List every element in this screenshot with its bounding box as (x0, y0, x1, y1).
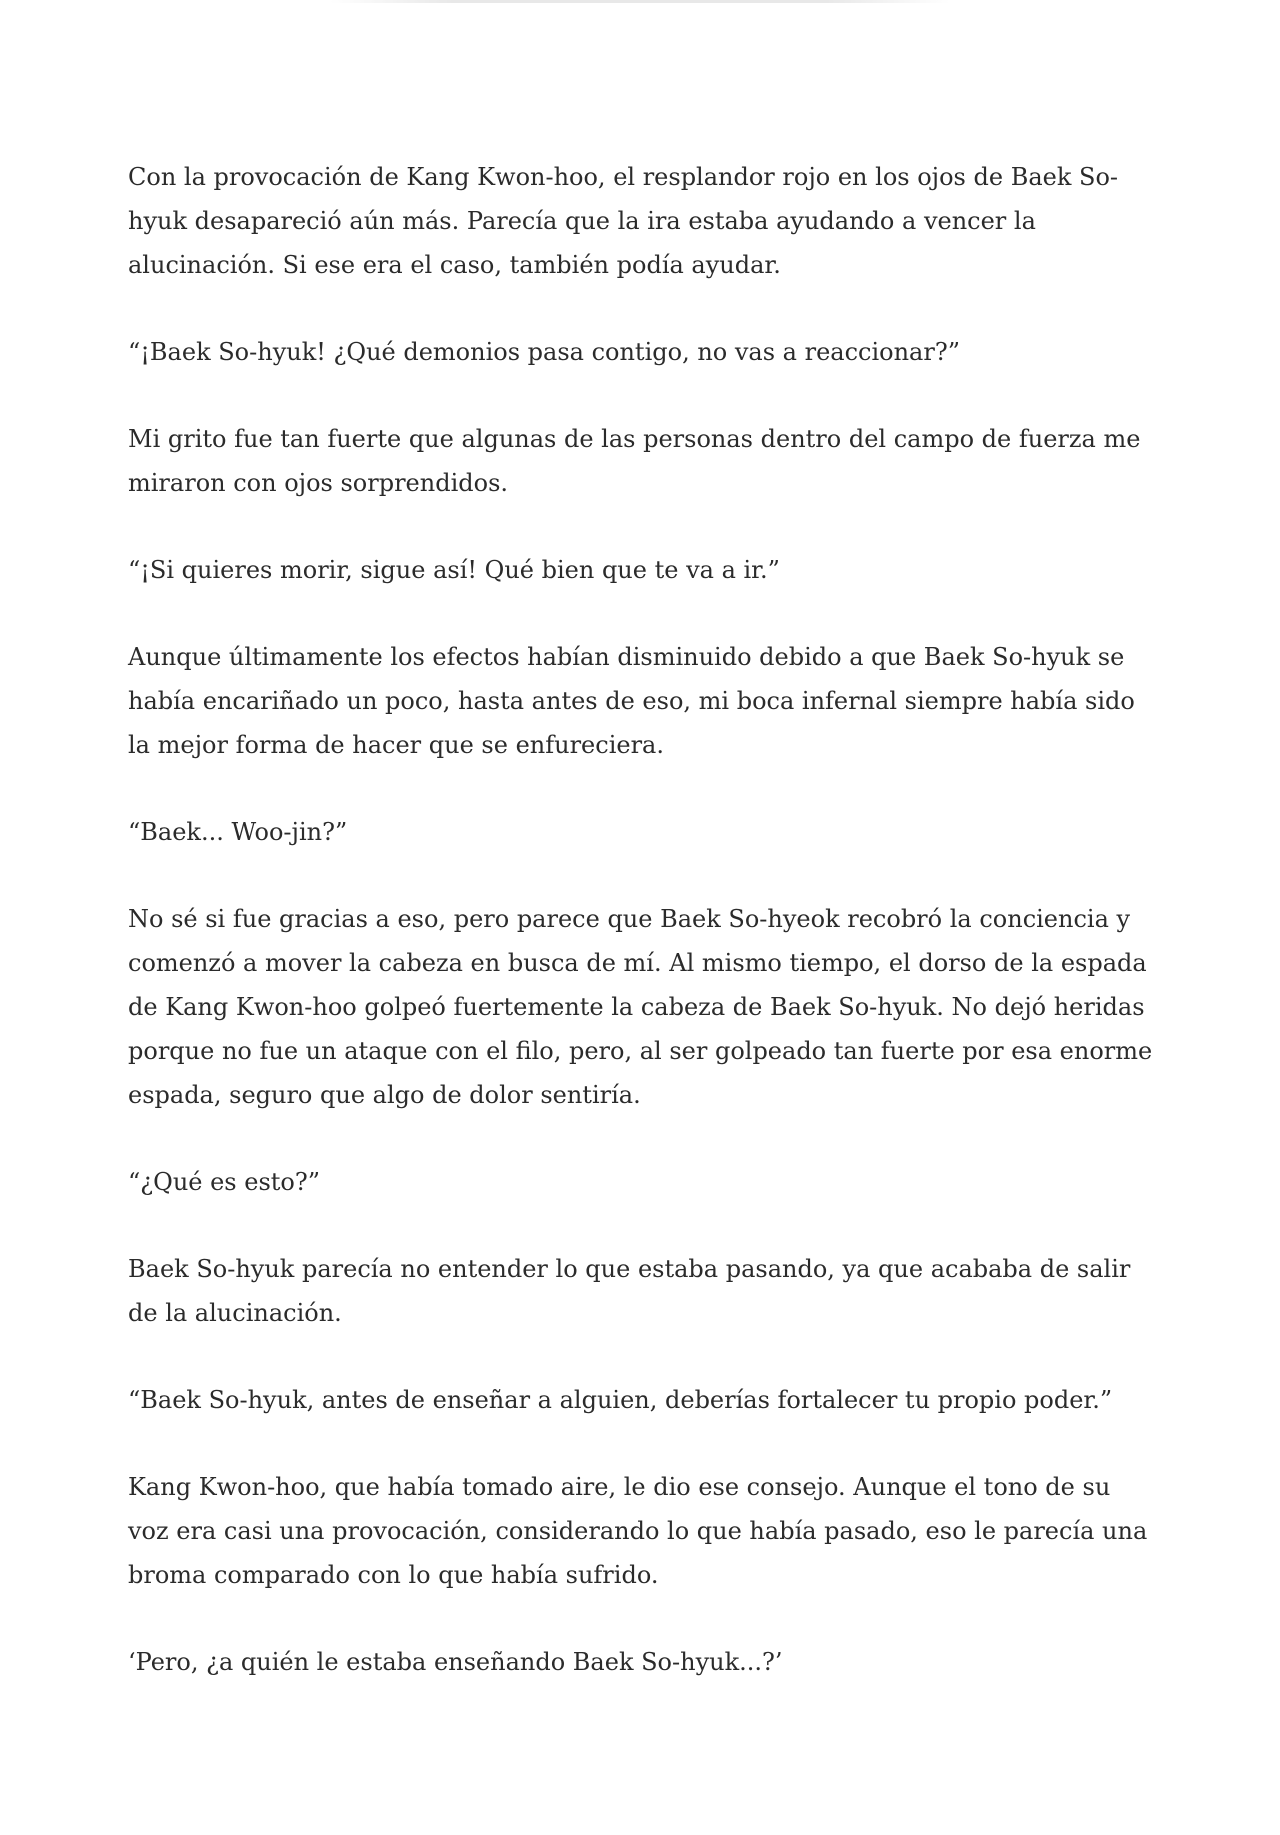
inner-thought: ‘Pero, ¿a quién le estaba enseñando Baek So-hyuk...?’ (128, 1648, 783, 1676)
paragraph-4: No sé si fue gracias a eso, pero parece que Baek So-hyeok recobró la conciencia y comenzó a mover la cabeza en busca de mí. Al mismo tiempo, el dorso de la espada de Kang Kwon-hoo golpeó fuertemente la cabeza de Baek So-hyuk. No dejó heridas porque no fue un ataque con el filo, pero, al ser golpeado tan fuerte por esa enorme espada, seguro que algo de dolor sentiría. (128, 905, 1153, 1109)
paragraph-5: Baek So-hyuk parecía no entender lo que estaba pasando, ya que acababa de salir de la alucinación. (128, 1255, 1131, 1327)
dialogue-4: “¿Qué es esto?” (128, 1168, 320, 1196)
paragraph-1: Con la provocación de Kang Kwon-hoo, el resplandor rojo en los ojos de Baek So-hyuk desapareció aún más. Parecía que la ira estaba ayudando a vencer la alucinación. Si ese era el caso, también podía ayudar. (128, 163, 1119, 279)
paragraph-6: Kang Kwon-hoo, que había tomado aire, le dio ese consejo. Aunque el tono de su voz era casi una provocación, considerando lo que había pasado, eso le parecía una broma comparado con lo que había sufrido. (128, 1473, 1148, 1589)
paragraph-3: Aunque últimamente los efectos habían disminuido debido a que Baek So-hyuk se había encariñado un poco, hasta antes de eso, mi boca infernal siempre había sido la mejor forma de hacer que se enfureciera. (128, 643, 1135, 759)
document-body (128, 155, 1158, 1727)
dialogue-2: “¡Si quieres morir, sigue así! Qué bien que te va a ir.” (128, 556, 780, 584)
dialogue-5: “Baek So-hyuk, antes de enseñar a alguien, deberías fortalecer tu propio poder.” (128, 1386, 1113, 1414)
dialogue-1: “¡Baek So-hyuk! ¿Qué demonios pasa contigo, no vas a reaccionar?” (128, 338, 960, 366)
paragraph-2: Mi grito fue tan fuerte que algunas de las personas dentro del campo de fuerza me miraron con ojos sorprendidos. (128, 425, 1141, 497)
top-divider (330, 0, 950, 3)
dialogue-3: “Baek... Woo-jin?” (128, 818, 348, 846)
